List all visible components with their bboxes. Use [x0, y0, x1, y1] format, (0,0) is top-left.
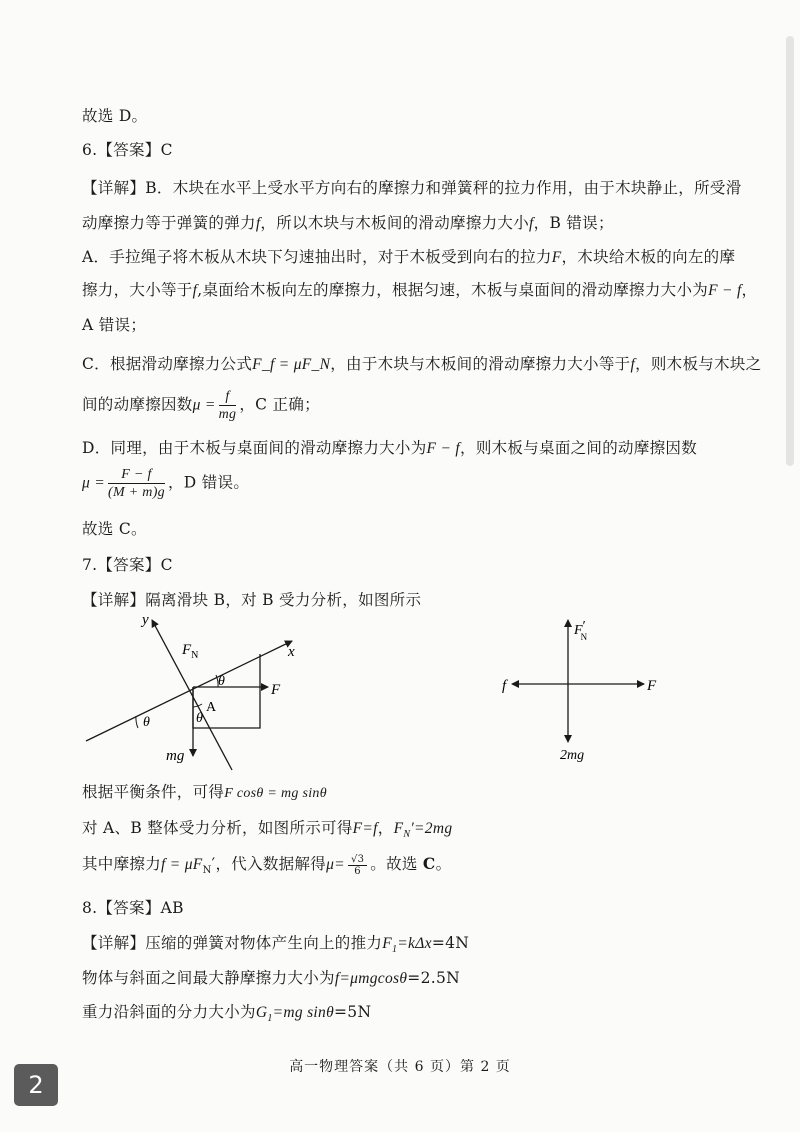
q7-detail-line-4 — [82, 852, 451, 877]
symbol-f: f — [192, 282, 198, 299]
q6-detail-line-8 — [82, 436, 697, 458]
subscript: 1 — [391, 944, 398, 956]
formula: ′=2mg — [410, 820, 453, 837]
formula: f=μmgcosθ — [334, 970, 408, 987]
formula: μ= — [326, 856, 345, 873]
y-axis-label: y — [142, 612, 149, 628]
formula-value: =4N — [431, 934, 470, 952]
formula: μ = — [82, 474, 106, 492]
whole-body-force-diagram — [498, 614, 668, 769]
normal-force-subscript: N — [580, 632, 588, 642]
q6-detail-line-5: A 错误； — [82, 316, 147, 334]
text-span: ，所以木块与木板间的滑动摩擦力大小 — [260, 214, 530, 232]
subscript: N — [403, 829, 411, 841]
text-span: 间的动摩擦因数 — [82, 395, 193, 414]
normal-force-subscript: N — [191, 650, 199, 661]
fraction — [348, 854, 367, 877]
q6-answer-heading: 6.【答案】C — [82, 141, 173, 159]
fraction — [219, 388, 237, 423]
text-span: ，代入数据解得 — [215, 855, 327, 873]
formula: =kΔx — [397, 935, 432, 952]
text-span: ，则木板与木块之 — [635, 355, 762, 373]
text-span: A．手拉绳子将木板从木块下匀速抽出时，对于木板受到向右的拉力 — [82, 248, 552, 266]
q6-detail-line-6 — [82, 352, 761, 374]
formula-value: =2.5N — [407, 969, 460, 987]
x-axis-label: x — [288, 644, 295, 660]
symbol-F: F — [551, 249, 562, 266]
text-span: 。 — [435, 855, 452, 873]
text-span: 擦力，大小等于 — [82, 281, 193, 299]
q6-conclusion: 故选 C。 — [82, 520, 147, 538]
symbol-f: f — [630, 356, 636, 373]
formula: f = μF — [161, 856, 203, 873]
subscript: 1 — [267, 1013, 273, 1025]
text-span: ，则木板与桌面之间的动摩擦因数 — [460, 439, 698, 457]
fraction-denominator: (M + m)g — [108, 485, 165, 500]
q6-detail-line-7 — [82, 388, 320, 423]
angle-label-left: θ — [143, 715, 150, 730]
formula: F_f = μF_N — [252, 356, 331, 373]
y-axis-line — [152, 620, 232, 770]
formula: F cosθ = mg sinθ — [224, 786, 327, 801]
text-span: C．根据滑动摩擦力公式 — [82, 355, 253, 373]
text-span: 物体与斜面之间最大静摩擦力大小为 — [82, 969, 335, 987]
subscript: N — [202, 865, 212, 877]
text-span: 动摩擦力等于弹簧的弹力 — [82, 214, 256, 232]
block-a-label: A — [206, 700, 217, 715]
formula: F — [382, 935, 392, 952]
force-f-label: F — [647, 678, 657, 694]
normal-force-prime: ′ — [582, 619, 586, 634]
angle-label-top: θ — [218, 674, 225, 689]
gravity-label: mg — [166, 748, 185, 764]
normal-force-symbol: F — [182, 642, 192, 658]
normal-force-label — [181, 642, 198, 661]
text-span: 。故选 — [370, 855, 423, 873]
answer-letter: C — [422, 854, 436, 873]
text-span: 【详解】压缩的弹簧对物体产生向上的推力 — [82, 934, 383, 952]
text-span: ，B 错误； — [533, 214, 614, 232]
q6-detail-line-4 — [82, 278, 757, 300]
q5-conclusion: 故选 D。 — [82, 107, 148, 125]
gravity-label: 2mg — [560, 748, 585, 763]
formula: G — [255, 1004, 268, 1021]
q7-detail-line-2 — [82, 780, 327, 802]
normal-force-label — [573, 619, 588, 642]
fraction-numerator: f — [219, 388, 237, 406]
angle-arc-left — [136, 716, 138, 728]
text-span: 其中摩擦力 — [82, 855, 162, 873]
fraction-numerator: √3 — [348, 854, 367, 866]
formula: F − f — [708, 282, 742, 299]
text-span: 根据平衡条件，可得 — [82, 783, 225, 801]
fraction-denominator: 6 — [354, 865, 361, 877]
text-span: ，C 正确； — [239, 395, 320, 414]
text-span: ，D 错误。 — [167, 473, 250, 492]
prime: ′ — [211, 855, 216, 873]
friction-label: f — [502, 678, 507, 694]
fraction-numerator: F − f — [108, 466, 165, 484]
formula: F — [393, 820, 404, 837]
q8-detail-line-3 — [82, 1000, 371, 1024]
q7-detail-line-1: 【详解】隔离滑块 B，对 B 受力分析，如图所示 — [82, 591, 422, 609]
formula: μ = — [192, 396, 216, 414]
force-f-label: F — [271, 682, 281, 698]
angle-label-mid: θ — [196, 711, 203, 726]
symbol-f: f — [529, 215, 534, 232]
q6-detail-line-2 — [82, 211, 614, 233]
q6-detail-line-9 — [82, 466, 249, 501]
page-number-badge[interactable]: 2 — [14, 1064, 58, 1106]
incline-force-diagram — [80, 608, 320, 773]
scrollbar[interactable] — [786, 36, 794, 466]
symbol-f: f — [255, 215, 261, 232]
fraction-denominator: mg — [218, 407, 237, 422]
page-footer: 高一物理答案（共 6 页）第 2 页 — [289, 1059, 511, 1075]
q6-detail-line-3 — [82, 245, 735, 267]
text-span: 对 A、B 整体受力分析，如图所示可得 — [82, 819, 353, 837]
text-span: ， — [377, 819, 394, 837]
formula: =mg sinθ — [272, 1004, 335, 1021]
q8-answer-heading: 8.【答案】AB — [82, 899, 184, 917]
q7-answer-heading: 7.【答案】C — [82, 556, 173, 574]
q7-detail-line-3 — [82, 816, 452, 840]
text-span: ， — [741, 281, 758, 299]
text-span: 重力沿斜面的分力大小为 — [82, 1003, 256, 1021]
q6-detail-line-1: 【详解】B．木块在水平上受水平方向右的摩擦力和弹簧秤的拉力作用，由于木块静止，所受滑 — [82, 179, 742, 197]
text-span: ,桌面给木板向左的摩擦力，根据匀速，木板与桌面间的滑动摩擦力大小为 — [197, 281, 709, 299]
formula: F=f — [352, 820, 378, 837]
q8-detail-line-1 — [82, 931, 469, 955]
formula: F − f — [426, 440, 461, 457]
normal-force-symbol: F — [574, 623, 583, 638]
q8-detail-line-2 — [82, 966, 460, 988]
fraction — [108, 466, 165, 501]
text-span: D．同理，由于木板与桌面间的滑动摩擦力大小为 — [82, 439, 427, 457]
text-span: ，由于木块与木板间的滑动摩擦力大小等于 — [330, 355, 631, 373]
formula-value: =5N — [334, 1003, 372, 1021]
text-span: ，木块给木板的向左的摩 — [561, 248, 736, 266]
